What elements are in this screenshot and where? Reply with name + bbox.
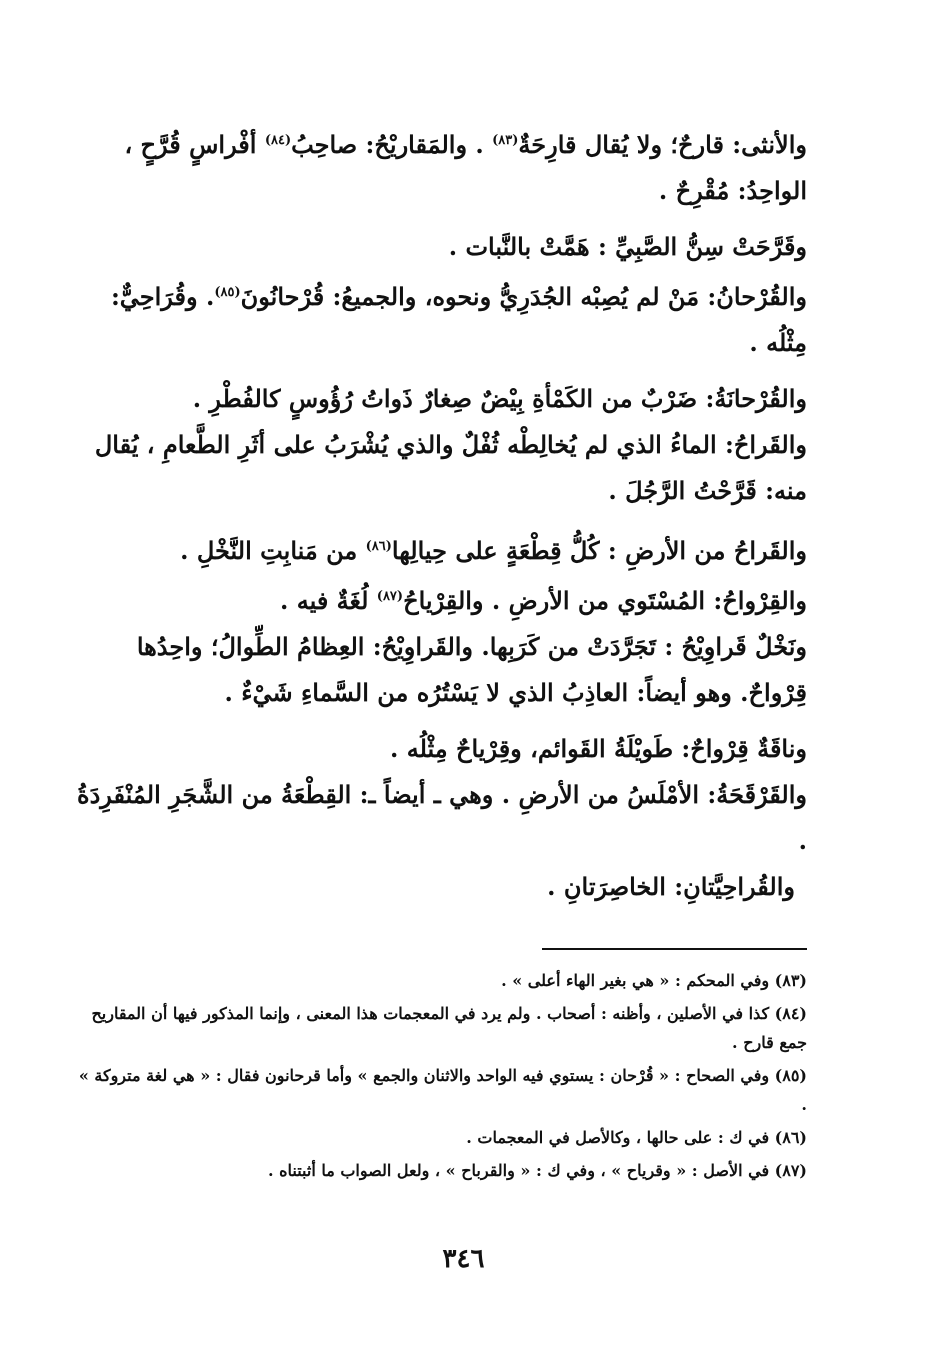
entry-text: ونَخْلٌ قَراوِيْحُ : تَجَرَّدَتْ من كَرَبِها. والقَراوِيْحُ: العِظامُ الطِّوالُ؛ واحِدُها قِرْواحٌ. وهو أيضاً: العاذِبُ الذي لا يَسْتُرُه من السَّماءِ شَيْءٌ .	[136, 632, 807, 707]
entry-text: والقَرْقَحَةُ: الأمْلَسُ من الأرضِ . وهي ـ أيضاً ـ: القِطْعَةُ من الشَّجَرِ المُنْفَرِدَةُ .	[77, 780, 807, 855]
entry-qurhan	[72, 270, 807, 366]
entry-text: والقُرْحانُ: مَنْ لم يُصِبْه الجُدَرِيُّ ونحوه، والجميعُ: قُرْحانُونَ	[240, 282, 807, 311]
entry-text-cont: . وقُرَاحِيٌّ: مِثْلُه .	[110, 282, 807, 357]
entry-text: وناقَةٌ قِرْواحٌ: طَويْلَةُ القَوائم، وقِرْياحٌ مِثْلُه .	[389, 734, 807, 763]
entry-qarah-land	[72, 524, 807, 574]
entry-qarawih	[72, 624, 807, 716]
footnote-divider	[542, 948, 807, 950]
entry-text: والقُراحِيَّتانِ: الخاصِرَتانِ .	[547, 872, 795, 901]
footnote-85: (٨٥) وفي الصحاح : « قُرْحان : يستوي فيه الواحد والاثنان والجمع » وأما قرحانون فقال : « هي لغة متروكة » .	[78, 1066, 807, 1114]
main-text	[72, 118, 807, 910]
footnote-ref-85[interactable]: (٨٥)	[214, 285, 241, 300]
footnote-83: (٨٣) وفي المحكم : « هي بغير الهاء أعلى » .	[501, 971, 807, 990]
footnote-ref-83[interactable]: (٨٣)	[492, 133, 519, 148]
footnote-84: (٨٤) كذا في الأصلين ، وأظنه : أصحاب . ولم يرد في المعجمات هذا المعنى ، وإنما المذكور فيها أن المقاريح جمع قارح .	[91, 1004, 807, 1052]
entry-qurhana	[72, 376, 807, 422]
footnote-87: (٨٧) في الأصل : « وقرياح » ، وفي ك : « والقرباح » ، ولعل الصواب ما أثبتناه .	[267, 1161, 807, 1180]
footnote-86: (٨٦) في ك : على حالها ، وكالأصل في المعجمات .	[466, 1128, 807, 1147]
entry-text: والقَراحُ من الأرضِ : كُلُّ قِطْعَةٍ على حِيالِها	[391, 536, 807, 565]
entry-qirwah	[72, 574, 807, 624]
page-number: ٣٤٦	[442, 1244, 485, 1274]
entry-qurahiyyatan	[72, 864, 807, 910]
footnote-ref-87[interactable]: (٨٧)	[376, 589, 404, 604]
entry-qarah-water	[72, 422, 807, 514]
entry-text: والقُرْحانَةُ: ضَرْبٌ من الكَمْأةِ بِيْضٌ صِغارٌ ذَواتُ رُؤُوسٍ كالفُطْرِ .	[192, 384, 807, 413]
entry-text-cont: . والمَقاريْحُ: صاحِبُ	[291, 130, 493, 159]
entry-text-cont: لُغَةٌ فيه .	[280, 586, 377, 615]
entry-text-cont: من مَنابِتِ النَّخْلِ .	[180, 536, 366, 565]
entry-text: والأنثى: قارحٌ؛ ولا يُقال قارِحَةٌ	[518, 130, 807, 159]
entry-text: والقِرْواحُ: المُسْتَوي من الأرضِ . والقِرْياحُ	[403, 586, 807, 615]
entry-text: وقَرَّحَتْ سِنُّ الصَّبِيِّ : هَمَّتْ بالنَّبات .	[448, 232, 807, 261]
footnotes	[72, 966, 807, 1189]
entry-qarqaha	[72, 772, 807, 864]
entry-qarrahat	[72, 224, 807, 270]
entry-text: والقَراحُ: الماءُ الذي لم يُخالِطْه ثُفْلٌ والذي يُشْرَبُ على أثَرِ الطَّعامِ ، يُقال منه: قَرَّحْتُ الرَّجُلَ .	[94, 430, 807, 505]
footnote-ref-86[interactable]: (٨٦)	[365, 539, 392, 554]
footnote-ref-84[interactable]: (٨٤)	[264, 133, 292, 148]
entry-naqa-qirwah	[72, 726, 807, 772]
entry-qarih	[72, 118, 807, 214]
entry-text-cont: أفْراسٍ قُرَّحٍ ، الواحِدُ: مُقْرِحٌ .	[124, 130, 807, 205]
